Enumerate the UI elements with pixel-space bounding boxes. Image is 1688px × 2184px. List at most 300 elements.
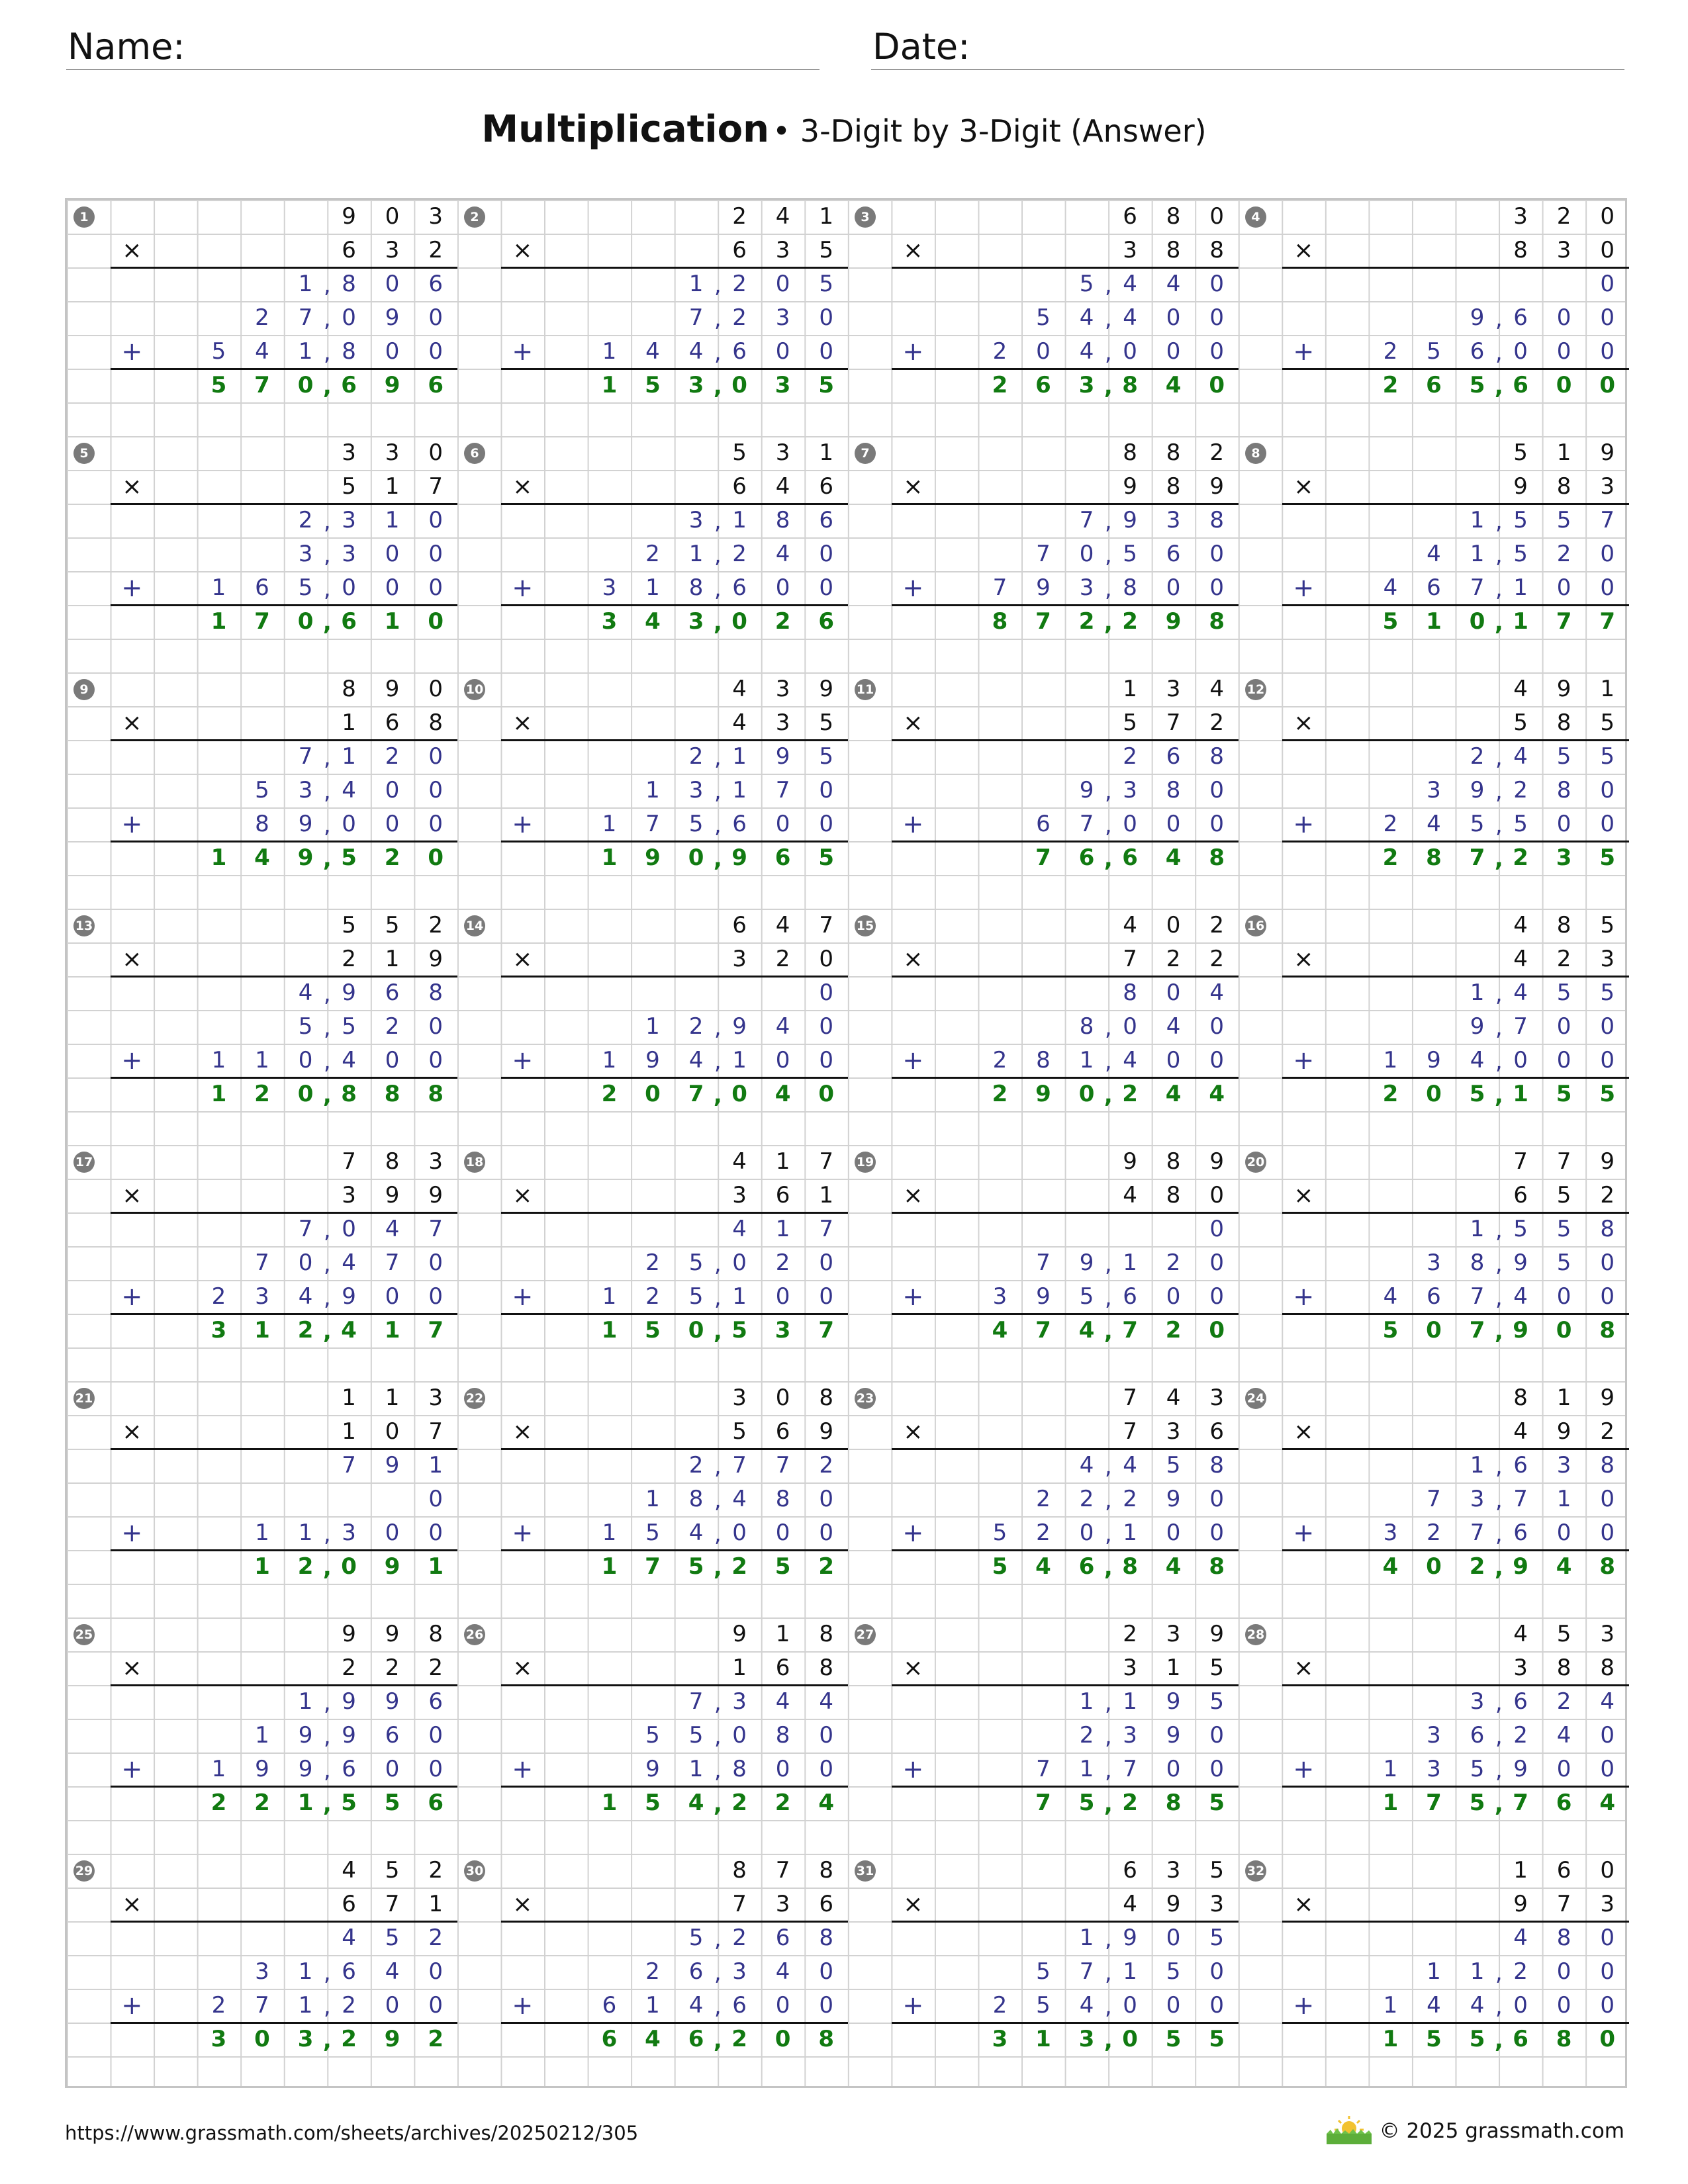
partial-product-3-digit: 0 xyxy=(732,1520,747,1546)
partial-product-1-digit: 4 xyxy=(1209,979,1224,1006)
multiplicand-digit: 8 xyxy=(342,676,356,702)
partial-product-3-digit: 7 xyxy=(645,811,660,837)
multiplicand-digit: 9 xyxy=(1600,1148,1615,1175)
answer-digit: 5 xyxy=(645,372,661,398)
multiplicand-digit: 8 xyxy=(428,1621,443,1647)
partial-product-2-digit: 9 xyxy=(1079,777,1094,803)
multiplicand-digit: 3 xyxy=(1166,1621,1181,1647)
multiplicand-digit: 5 xyxy=(1556,1621,1571,1647)
partial-product-2-digit: 9 xyxy=(1470,1013,1485,1040)
answer-digit: 1 xyxy=(1382,2026,1399,2052)
answer-comma: , xyxy=(713,846,722,872)
partial-product-1-digit: 4 xyxy=(775,1688,790,1715)
problem-3 xyxy=(848,200,1239,436)
partial-product-3-digit: 0 xyxy=(385,1992,400,2019)
answer-digit: 7 xyxy=(1469,1317,1485,1343)
times-sign: × xyxy=(1293,1891,1314,1918)
partial-product-1-digit: 8 xyxy=(1209,507,1224,533)
partial-product-3-digit: 6 xyxy=(732,574,747,601)
partial-product-2-digit: 7 xyxy=(688,304,704,331)
times-sign: × xyxy=(512,237,533,264)
partial-product-2-digit: 4 xyxy=(385,1958,400,1985)
partial-product-1-digit: 7 xyxy=(819,1216,833,1242)
multiplier-digit: 6 xyxy=(819,1891,833,1917)
partial-product-2-digit: 7 xyxy=(1079,1958,1094,1985)
answer-digit: 2 xyxy=(254,1081,270,1107)
partial-product-1-digit: 1 xyxy=(1470,1216,1485,1242)
partial-product-3-digit: 8 xyxy=(255,811,269,837)
partial-product-3-digit: 0 xyxy=(819,811,833,837)
partial-product-3-digit: 5 xyxy=(211,338,226,365)
answer-digit: 5 xyxy=(1469,1790,1485,1816)
problem-20 xyxy=(1239,1145,1629,1381)
answer-digit: 7 xyxy=(1556,608,1572,635)
partial-product-3-digit: 0 xyxy=(1600,1283,1615,1310)
partial-product-2-digit: 4 xyxy=(342,1250,356,1276)
partial-product-3-digit: 7 xyxy=(1079,811,1094,837)
multiplier-digit: 2 xyxy=(385,1655,400,1681)
partial-product-3-comma: , xyxy=(323,1048,331,1075)
partial-product-1-digit: 5 xyxy=(1079,271,1094,297)
answer-digit: 0 xyxy=(1209,372,1225,398)
times-sign: × xyxy=(903,1891,923,1918)
partial-product-2-digit: 2 xyxy=(1079,1722,1094,1749)
problem-number-badge: 13 xyxy=(73,915,95,936)
answer-digit: 2 xyxy=(1513,844,1528,871)
times-sign: × xyxy=(512,1418,533,1445)
partial-product-1-digit: 7 xyxy=(688,1688,704,1715)
partial-product-1-digit: 8 xyxy=(819,1925,833,1951)
partial-product-2-digit: 9 xyxy=(1166,1486,1181,1512)
problem-number-badge: 22 xyxy=(464,1388,485,1409)
partial-product-3-digit: 7 xyxy=(992,574,1008,601)
answer-digit: 3 xyxy=(992,2026,1008,2052)
answer-digit: 7 xyxy=(1035,1790,1051,1816)
multiplicand-digit: 8 xyxy=(819,1621,833,1647)
plus-sign: + xyxy=(512,1754,534,1784)
partial-product-1-digit: 5 xyxy=(1556,507,1571,533)
partial-product-2-comma: , xyxy=(323,778,331,805)
answer-digit: 2 xyxy=(1165,1317,1182,1343)
partial-product-3-digit: 0 xyxy=(1600,338,1615,365)
answer-digit: 7 xyxy=(254,608,270,635)
plus-sign: + xyxy=(121,1754,143,1784)
date-field[interactable] xyxy=(871,24,1624,70)
partial-product-2-comma: , xyxy=(1495,1251,1503,1277)
partial-product-3-comma: , xyxy=(714,1521,722,1547)
partial-product-3-digit: 1 xyxy=(211,1047,226,1073)
plus-sign: + xyxy=(121,1991,143,2020)
multiplier-digit: 6 xyxy=(342,1891,356,1917)
answer-digit: 6 xyxy=(1078,844,1095,871)
partial-product-2-digit: 2 xyxy=(732,304,747,331)
answer-comma: , xyxy=(1494,1555,1503,1581)
partial-product-2-digit: 1 xyxy=(645,1486,660,1512)
partial-product-2-digit: 0 xyxy=(1600,1958,1615,1985)
partial-product-3-digit: 0 xyxy=(1079,1520,1094,1546)
problem-29 xyxy=(67,1854,457,2090)
multiplier-digit: 4 xyxy=(732,709,747,736)
answer-digit: 6 xyxy=(428,372,444,398)
partial-product-3-digit: 9 xyxy=(645,1756,660,1782)
answer-digit: 5 xyxy=(688,1553,704,1580)
multiplier-digit: 9 xyxy=(428,946,443,972)
multiplicand-digit: 4 xyxy=(1513,912,1528,938)
problem-number-badge: 30 xyxy=(464,1860,485,1882)
answer-digit: 8 xyxy=(1165,1790,1182,1816)
partial-product-3-digit: 1 xyxy=(602,811,617,837)
partial-product-1-digit: 7 xyxy=(342,1452,356,1479)
answer-digit: 9 xyxy=(1513,1317,1528,1343)
partial-product-3-comma: , xyxy=(1104,1521,1112,1547)
answer-digit: 8 xyxy=(1599,1317,1615,1343)
problem-2 xyxy=(457,200,848,436)
answer-digit: 0 xyxy=(818,1081,834,1107)
multiplicand-digit: 1 xyxy=(819,203,833,230)
answer-digit: 5 xyxy=(1469,1081,1485,1107)
multiplicand-digit: 8 xyxy=(385,1148,400,1175)
answer-comma: , xyxy=(322,1318,332,1345)
partial-product-2-digit: 0 xyxy=(385,777,400,803)
multiplicand-digit: 1 xyxy=(775,1621,790,1647)
multiplier-digit: 7 xyxy=(1123,1418,1137,1445)
times-sign: × xyxy=(122,946,142,973)
partial-product-2-digit: 0 xyxy=(342,304,356,331)
partial-product-3-digit: 4 xyxy=(688,1992,704,2019)
answer-digit: 7 xyxy=(1513,1790,1528,1816)
multiplicand-digit: 0 xyxy=(1209,203,1224,230)
answer-comma: , xyxy=(713,610,722,636)
partial-product-3-digit: 0 xyxy=(342,811,356,837)
answer-digit: 0 xyxy=(297,372,314,398)
partial-product-1-digit: 7 xyxy=(732,1452,747,1479)
partial-product-2-digit: 3 xyxy=(255,1958,269,1985)
answer-digit: 6 xyxy=(688,2026,704,2052)
answer-digit: 8 xyxy=(341,1081,357,1107)
partial-product-2-digit: 2 xyxy=(732,541,747,567)
partial-product-2-digit: 2 xyxy=(645,541,660,567)
multiplicand-digit: 7 xyxy=(819,912,833,938)
partial-product-3-digit: 0 xyxy=(1166,574,1181,601)
answer-digit: 2 xyxy=(731,2026,747,2052)
partial-product-3-digit: 1 xyxy=(602,1520,617,1546)
times-sign: × xyxy=(1293,946,1314,973)
partial-product-2-digit: 2 xyxy=(1079,1486,1094,1512)
answer-digit: 4 xyxy=(341,1317,357,1343)
partial-product-3-digit: 0 xyxy=(342,574,356,601)
multiplicand-digit: 5 xyxy=(1600,912,1615,938)
partial-product-1-digit: 8 xyxy=(1123,979,1137,1006)
multiplier-digit: 3 xyxy=(1600,946,1615,972)
answer-digit: 5 xyxy=(1469,2026,1485,2052)
partial-product-2-digit: 0 xyxy=(732,1250,747,1276)
partial-product-2-digit: 5 xyxy=(255,777,269,803)
answer-digit: 5 xyxy=(1165,2026,1182,2052)
partial-product-1-digit: 1 xyxy=(1079,1925,1094,1951)
partial-product-3-digit: 9 xyxy=(298,811,313,837)
partial-product-2-digit: 5 xyxy=(688,1722,704,1749)
partial-product-3-digit: 9 xyxy=(645,1047,660,1073)
multiplier-digit: 6 xyxy=(1209,1418,1224,1445)
partial-product-2-comma: , xyxy=(1495,1960,1503,1986)
answer-digit: 3 xyxy=(1078,372,1095,398)
answer-digit: 2 xyxy=(341,2026,357,2052)
answer-digit: 4 xyxy=(1165,1081,1182,1107)
partial-product-3-digit: 0 xyxy=(819,1520,833,1546)
partial-product-2-digit: 1 xyxy=(1123,1250,1137,1276)
partial-product-3-digit: 7 xyxy=(1470,574,1485,601)
partial-product-1-digit: 9 xyxy=(342,1688,356,1715)
partial-product-3-digit: 1 xyxy=(298,1992,313,2019)
partial-product-1-digit: 6 xyxy=(428,1688,443,1715)
answer-digit: 4 xyxy=(1599,1790,1615,1816)
partial-product-2-comma: , xyxy=(714,778,722,805)
answer-digit: 9 xyxy=(297,844,314,871)
problem-number-badge: 19 xyxy=(855,1152,876,1173)
partial-product-3-digit: 9 xyxy=(255,1756,269,1782)
partial-product-2-digit: 0 xyxy=(428,777,443,803)
name-field[interactable] xyxy=(66,24,820,70)
partial-product-2-digit: 3 xyxy=(775,304,790,331)
partial-product-1-digit: 6 xyxy=(819,507,833,533)
partial-product-3-digit: 1 xyxy=(255,1047,269,1073)
partial-product-3-digit: 1 xyxy=(1383,1756,1398,1782)
answer-digit: 1 xyxy=(601,1553,618,1580)
plus-sign: + xyxy=(121,1282,143,1311)
partial-product-1-digit: 4 xyxy=(1513,979,1528,1006)
partial-product-3-digit: 0 xyxy=(1556,338,1571,365)
answer-digit: 0 xyxy=(1078,1081,1095,1107)
partial-product-1-digit: 2 xyxy=(732,1925,747,1951)
partial-product-2-comma: , xyxy=(323,1015,331,1041)
partial-product-2-digit: 4 xyxy=(732,1486,747,1512)
partial-product-3-comma: , xyxy=(323,1285,331,1311)
answer-comma: , xyxy=(322,1082,332,1109)
partial-product-1-digit: 4 xyxy=(1079,1452,1094,1479)
partial-product-2-digit: 9 xyxy=(1166,1722,1181,1749)
answer-digit: 5 xyxy=(645,1317,661,1343)
partial-product-3-digit: 0 xyxy=(1600,1047,1615,1073)
partial-product-2-digit: 2 xyxy=(1513,1722,1528,1749)
partial-product-3-digit: 0 xyxy=(819,1992,833,2019)
multiplicand-digit: 7 xyxy=(819,1148,833,1175)
partial-product-1-digit: 9 xyxy=(1123,1925,1137,1951)
partial-product-2-digit: 9 xyxy=(1470,304,1485,331)
answer-digit: 2 xyxy=(818,1553,834,1580)
partial-product-2-digit: 6 xyxy=(342,1958,356,1985)
multiplicand-digit: 3 xyxy=(428,1148,443,1175)
partial-product-3-digit: 0 xyxy=(1123,338,1137,365)
partial-product-3-digit: 0 xyxy=(1166,811,1181,837)
partial-product-1-digit: 4 xyxy=(1123,271,1137,297)
answer-comma: , xyxy=(1494,2027,1503,2054)
partial-product-1-digit: 4 xyxy=(1513,1925,1528,1951)
problem-9 xyxy=(67,672,457,909)
multiplier-digit: 9 xyxy=(1166,1891,1181,1917)
partial-product-1-digit: 2 xyxy=(385,743,400,770)
partial-product-3-digit: 0 xyxy=(1556,811,1571,837)
partial-product-1-digit: 4 xyxy=(342,1925,356,1951)
partial-product-2-digit: 2 xyxy=(1123,1486,1137,1512)
partial-product-3-digit: 0 xyxy=(1209,811,1224,837)
partial-product-2-digit: 0 xyxy=(819,777,833,803)
multiplicand-digit: 0 xyxy=(1600,203,1615,230)
partial-product-2-digit: 1 xyxy=(645,777,660,803)
partial-product-3-digit: 0 xyxy=(775,811,790,837)
plus-sign: + xyxy=(512,809,534,839)
partial-product-2-digit: 0 xyxy=(1600,1486,1615,1512)
plus-sign: + xyxy=(121,809,143,839)
partial-product-3-digit: 2 xyxy=(1427,1520,1441,1546)
partial-product-2-digit: 1 xyxy=(1123,1958,1137,1985)
partial-product-3-digit: 1 xyxy=(255,1520,269,1546)
answer-comma: , xyxy=(713,1791,722,1817)
partial-product-2-comma: , xyxy=(1104,1251,1112,1277)
partial-product-1-digit: 0 xyxy=(1166,1925,1181,1951)
answer-digit: 1 xyxy=(297,1790,314,1816)
multiplicand-digit: 1 xyxy=(1556,1385,1571,1411)
partial-product-1-digit: 1 xyxy=(385,507,400,533)
partial-product-1-comma: , xyxy=(1104,1926,1112,1952)
plus-sign: + xyxy=(902,1518,924,1547)
answer-digit: 4 xyxy=(1165,1553,1182,1580)
multiplier-digit: 6 xyxy=(342,237,356,263)
problem-number-badge: 24 xyxy=(1245,1388,1266,1409)
partial-product-1-digit: 2 xyxy=(688,743,704,770)
answer-digit: 4 xyxy=(1209,1081,1225,1107)
partial-product-3-digit: 7 xyxy=(1470,1283,1485,1310)
answer-digit: 5 xyxy=(731,1317,747,1343)
partial-product-3-comma: , xyxy=(714,1757,722,1784)
problem-21 xyxy=(67,1381,457,1617)
multiplicand-digit: 4 xyxy=(1209,676,1224,702)
partial-product-1-digit: 4 xyxy=(385,1216,400,1242)
multiplier-digit: 1 xyxy=(385,946,400,972)
partial-product-3-digit: 5 xyxy=(992,1520,1008,1546)
multiplicand-digit: 2 xyxy=(1556,203,1571,230)
partial-product-3-digit: 9 xyxy=(342,1283,356,1310)
partial-product-3-digit: 1 xyxy=(298,1520,313,1546)
partial-product-1-digit: 3 xyxy=(1470,1688,1485,1715)
multiplicand-digit: 0 xyxy=(428,439,443,466)
answer-comma: , xyxy=(1103,846,1113,872)
multiplier-digit: 6 xyxy=(819,473,833,500)
times-sign: × xyxy=(903,237,923,264)
answer-digit: 7 xyxy=(1469,844,1485,871)
answer-digit: 1 xyxy=(601,844,618,871)
multiplicand-digit: 3 xyxy=(775,439,790,466)
partial-product-2-comma: , xyxy=(1104,778,1112,805)
partial-product-1-comma: , xyxy=(1104,1690,1112,1716)
partial-product-1-digit: 4 xyxy=(298,979,313,1006)
multiplicand-digit: 3 xyxy=(342,439,356,466)
multiplier-digit: 7 xyxy=(428,1418,443,1445)
partial-product-1-comma: , xyxy=(1104,272,1112,298)
partial-product-1-comma: , xyxy=(323,272,331,298)
partial-product-1-comma: , xyxy=(714,745,722,771)
partial-product-3-digit: 1 xyxy=(1383,1047,1398,1073)
answer-digit: 2 xyxy=(384,844,400,871)
partial-product-2-digit: 3 xyxy=(1470,1486,1485,1512)
partial-product-2-digit: 9 xyxy=(342,1722,356,1749)
multiplier-digit: 8 xyxy=(1166,1182,1181,1208)
answer-digit: 5 xyxy=(1556,1081,1572,1107)
partial-product-1-digit: 5 xyxy=(1166,1452,1181,1479)
answer-digit: 0 xyxy=(774,2026,791,2052)
answer-digit: 5 xyxy=(1599,1081,1615,1107)
problem-grid xyxy=(65,198,1627,2088)
multiplier-digit: 3 xyxy=(1209,1891,1224,1917)
multiplicand-digit: 1 xyxy=(385,1385,400,1411)
partial-product-3-digit: 2 xyxy=(992,338,1008,365)
title-main: Multiplication xyxy=(481,108,769,151)
answer-digit: 9 xyxy=(384,2026,400,2052)
partial-product-1-digit: 2 xyxy=(1470,743,1485,770)
partial-product-1-digit: 4 xyxy=(1123,1452,1137,1479)
multiplicand-digit: 8 xyxy=(819,1857,833,1884)
answer-digit: 8 xyxy=(1122,372,1138,398)
answer-digit: 1 xyxy=(1035,2026,1051,2052)
partial-product-3-digit: 5 xyxy=(1427,338,1441,365)
partial-product-1-digit: 1 xyxy=(688,271,704,297)
answer-digit: 7 xyxy=(688,1081,704,1107)
partial-product-3-digit: 3 xyxy=(1079,574,1094,601)
partial-product-2-digit: 5 xyxy=(1556,1250,1571,1276)
partial-product-3-comma: , xyxy=(1495,1521,1503,1547)
partial-product-2-comma: , xyxy=(714,1251,722,1277)
footer-url-link[interactable]: https://www.grassmath.com/sheets/archives/20250212/305 xyxy=(65,2122,639,2144)
multiplier-digit: 2 xyxy=(1600,1418,1615,1445)
partial-product-3-comma: , xyxy=(1495,1757,1503,1784)
partial-product-3-digit: 1 xyxy=(732,1283,747,1310)
problem-13 xyxy=(67,909,457,1145)
partial-product-2-digit: 0 xyxy=(1209,777,1224,803)
partial-product-1-digit: 4 xyxy=(1513,743,1528,770)
answer-digit: 9 xyxy=(645,844,661,871)
partial-product-2-digit: 9 xyxy=(298,1722,313,1749)
partial-product-3-comma: , xyxy=(1495,1048,1503,1075)
partial-product-3-digit: 0 xyxy=(1513,1047,1528,1073)
multiplicand-digit: 1 xyxy=(1123,676,1137,702)
answer-digit: 0 xyxy=(297,608,314,635)
partial-product-1-digit: 9 xyxy=(385,1688,400,1715)
name-label: Name: xyxy=(68,26,185,68)
partial-product-2-digit: 3 xyxy=(1427,777,1441,803)
answer-digit: 2 xyxy=(1382,844,1399,871)
answer-digit: 5 xyxy=(818,844,834,871)
partial-product-2-digit: 0 xyxy=(428,541,443,567)
partial-product-3-digit: 0 xyxy=(819,1047,833,1073)
partial-product-2-digit: 0 xyxy=(1600,1722,1615,1749)
multiplier-digit: 7 xyxy=(428,473,443,500)
partial-product-2-digit: 0 xyxy=(1123,1013,1137,1040)
answer-digit: 0 xyxy=(297,1081,314,1107)
multiplier-digit: 0 xyxy=(819,946,833,972)
partial-product-2-digit: 7 xyxy=(1427,1486,1441,1512)
times-sign: × xyxy=(122,1655,142,1682)
answer-digit: 2 xyxy=(992,1081,1008,1107)
plus-sign: + xyxy=(902,1991,924,2020)
partial-product-3-comma: , xyxy=(323,340,331,366)
plus-sign: + xyxy=(1293,1518,1315,1547)
partial-product-3-digit: 4 xyxy=(1079,338,1094,365)
problem-number-badge: 18 xyxy=(464,1152,485,1173)
partial-product-3-digit: 0 xyxy=(1556,1047,1571,1073)
multiplicand-digit: 9 xyxy=(732,1621,747,1647)
partial-product-1-digit: 1 xyxy=(732,507,747,533)
answer-digit: 0 xyxy=(1209,1317,1225,1343)
plus-sign: + xyxy=(1293,1046,1315,1075)
